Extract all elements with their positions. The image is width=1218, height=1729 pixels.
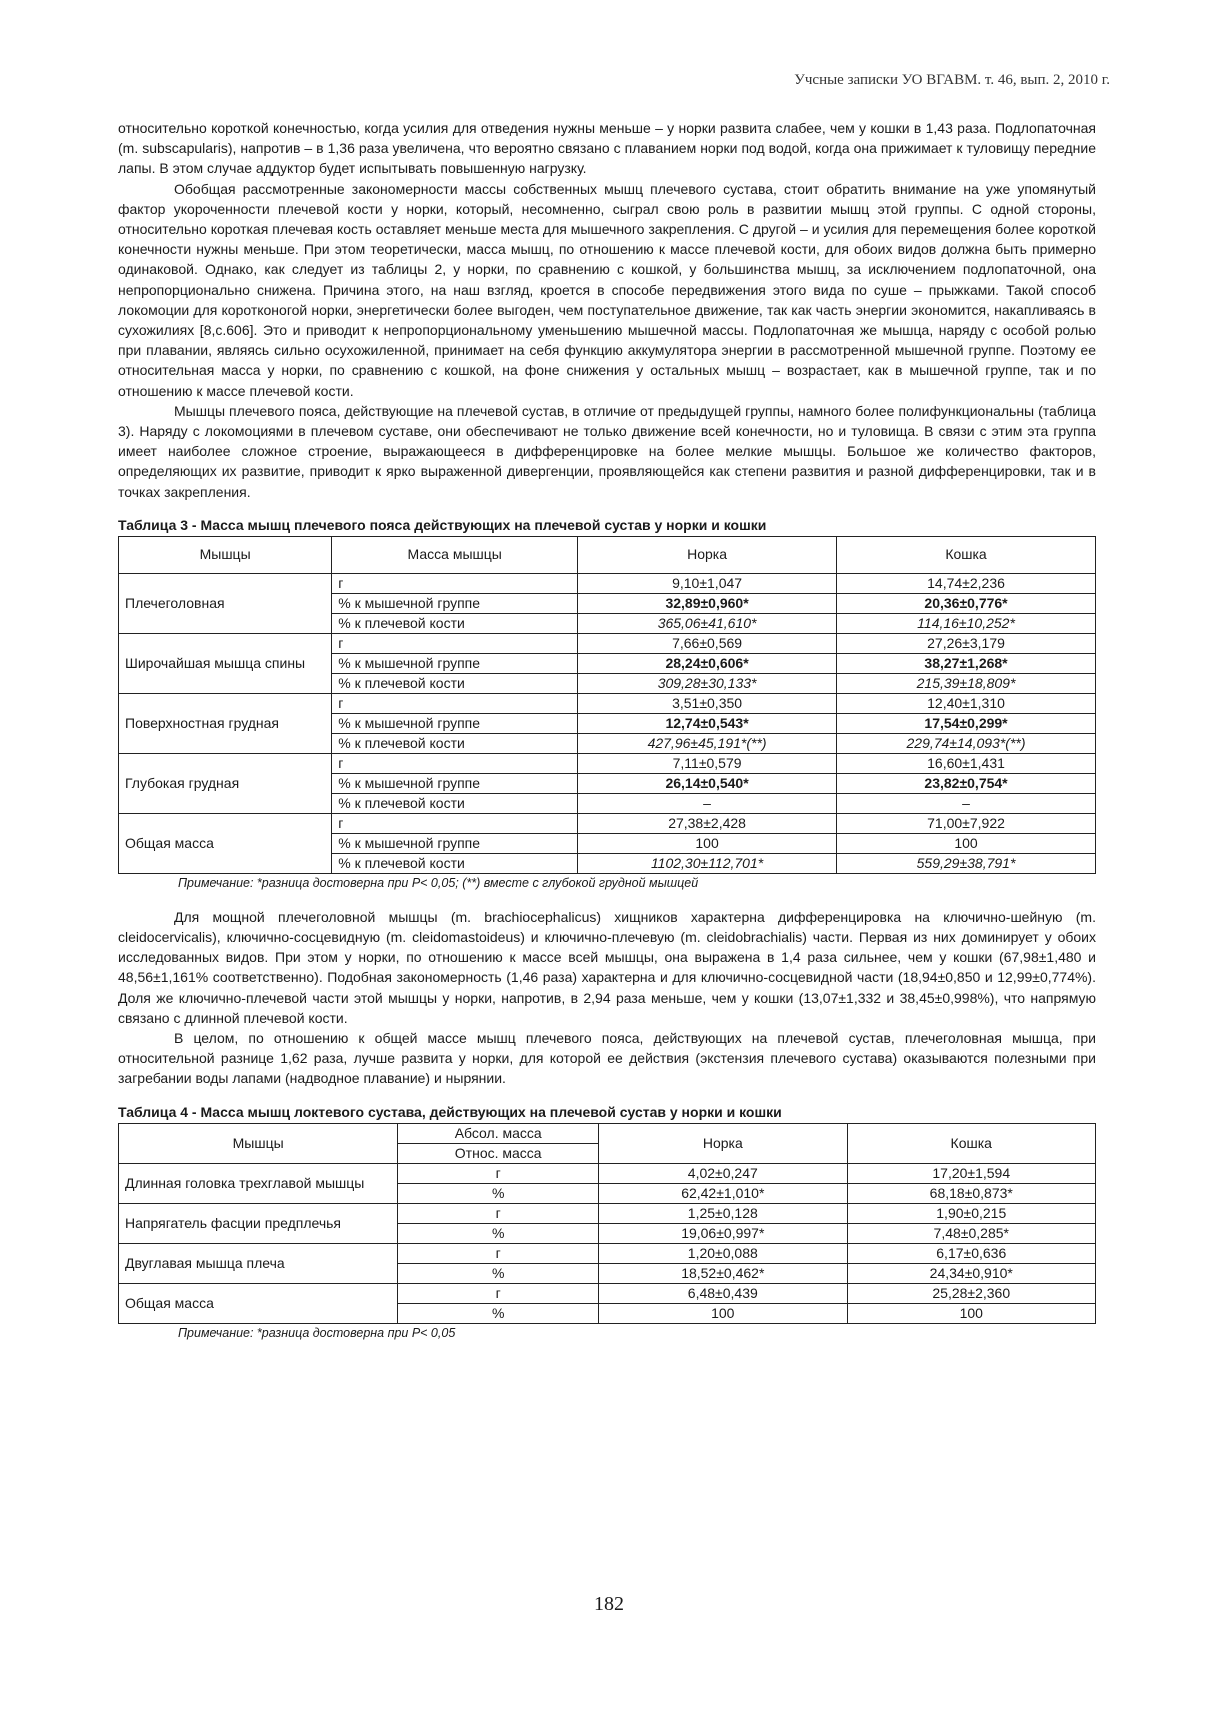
measure-label: % к плечевой кости	[332, 613, 578, 633]
cat-value: 17,20±1,594	[847, 1163, 1095, 1183]
muscle-name: Напрягатель фасции предплечья	[119, 1203, 398, 1243]
mink-value: 309,28±30,133*	[578, 673, 837, 693]
mink-value: 3,51±0,350	[578, 693, 837, 713]
table-row	[119, 753, 1096, 773]
table-row	[119, 573, 1096, 593]
measure-label: % к плечевой кости	[332, 793, 578, 813]
mink-value: 6,48±0,439	[599, 1283, 847, 1303]
table-3-caption: Таблица 3 - Масса мышц плечевого пояса действующих на плечевой сустав у норки и кошки	[118, 516, 767, 533]
running-head: Учсные записки УО ВГАВМ. т. 46, вып. 2, 2010 г.	[794, 72, 1110, 88]
table-row	[119, 1243, 1096, 1263]
paragraph: относительно короткой конечностью, когда усилия для отведения нужны меньше – у норки развита слабее, чем у кошки в 1,43 раза. Подлопаточная (m. subscapularis), напротив – в 1,36 раза увеличена, что вероятно связано с плаванием норки под водой, когда она прижимает к туловищу передние лапы. В этом случае аддуктор будет испытывать повышенную нагрузку.	[118, 120, 1096, 177]
measure-label: %	[398, 1183, 599, 1203]
cat-value: 27,26±3,179	[837, 633, 1096, 653]
measure-label: % к мышечной группе	[332, 653, 578, 673]
table-header: Относ. масса	[398, 1143, 599, 1163]
cat-value: 25,28±2,360	[847, 1283, 1095, 1303]
cat-value: 7,48±0,285*	[847, 1223, 1095, 1243]
cat-value: 20,36±0,776*	[837, 593, 1096, 613]
mink-value: 9,10±1,047	[578, 573, 837, 593]
measure-label: г	[332, 813, 578, 833]
table-row	[119, 813, 1096, 833]
cat-value: 12,40±1,310	[837, 693, 1096, 713]
measure-label: г	[398, 1163, 599, 1183]
mink-value: 1,20±0,088	[599, 1243, 847, 1263]
table-header: Масса мышцы	[332, 536, 578, 573]
mink-value: 7,11±0,579	[578, 753, 837, 773]
table-header: Мышцы	[119, 1123, 398, 1163]
mink-value: 100	[578, 833, 837, 853]
mink-value: 1,25±0,128	[599, 1203, 847, 1223]
mink-value: 12,74±0,543*	[578, 713, 837, 733]
cat-value: 68,18±0,873*	[847, 1183, 1095, 1203]
cat-value: 16,60±1,431	[837, 753, 1096, 773]
measure-label: % к мышечной группе	[332, 713, 578, 733]
paragraph: Для мощной плечеголовной мышцы (m. brachiocephalicus) хищников характерна дифференцировка на ключично-шейную (m. cleidocervicalis), ключично-сосцевидную (m. cleidomastoideus) и ключично-плечевую (m. cleidobrachialis) части. Первая из них доминирует у обоих исследованных видов. При этом у норки, по отношению к массе всей мышцы, она выражена в 1,4 раза сильнее, чем у кошки (67,98±1,480 и 48,56±1,161% соответственно). Подобная закономерность (1,46 раза) характерна и для ключично-сосцевидной части (18,94±0,850 и 12,99±0,774%). Доля же ключично-плечевой части этой мышцы у норки, напротив, в 2,94 раза меньше, чем у кошки (13,07±1,332 и 38,45±0,998%), что напрямую связано с длинной плечевой кости.	[118, 908, 1096, 1026]
table-header: Норка	[578, 536, 837, 573]
measure-label: %	[398, 1303, 599, 1323]
table-row	[119, 1283, 1096, 1303]
paragraph: Обобщая рассмотренные закономерности массы собственных мышц плечевого сустава, стоит обратить внимание на уже упомянутый фактор укороченности плечевой кости у норки, который, несомненно, сыграл свою роль в развитии мышц этой группы. С одной стороны, относительно короткая плечевая кость оставляет меньше места для мышечного закрепления. С другой – и усилия для перемещения более короткой конечности нужны меньше. При этом теоретически, масса мышц, по отношению к массе плечевой кости, для обоих видов должна быть примерно одинаковой. Однако, как следует из таблицы 2, у норки, по сравнению с кошкой, у большинства мышц, за исключением подлопаточной, она непропорционально снижена. Причина этого, на наш взгляд, кроется в способе передвижения этого вида по суше – прыжками. Такой способ локомоции для коротконогой норки, энергетически более выгоден, чем поступательное движение, так как часть энергии экономится, накапливаясь в сухожилиях [8,с.606]. Это и приводит к непропорциональному уменьшению мышечной массы. Подлопаточная же мышца, наряду с особой ролью при плавании, являясь сильно осухожиленной, принимает на себя функцию аккумулятора энергии в рассмотренной мышечной группе. Поэтому ее относительная масса у норки, по сравнению с кошкой, на фоне снижения у остальных мышц – возрастает, как в мышечной группе, так и по отношению к массе плечевой кости.	[118, 180, 1096, 399]
cat-value: 24,34±0,910*	[847, 1263, 1095, 1283]
cat-value: 100	[837, 833, 1096, 853]
cat-value: –	[837, 793, 1096, 813]
cat-value: 14,74±2,236	[837, 573, 1096, 593]
measure-label: г	[398, 1283, 599, 1303]
paragraph: В целом, по отношению к общей массе мышц плечевого пояса, действующих на плечевой сустав, плечеголовная мышца, при относительной разнице 1,62 раза, лучше развита у норки, для которой ее действия (экстензия плечевого сустава) оказываются полезными при загребании воды лапами (надводное плавание) и нырянии.	[118, 1030, 1096, 1087]
muscle-name: Широчайшая мышца спины	[119, 633, 332, 693]
muscle-name: Плечеголовная	[119, 573, 332, 633]
cat-value: 215,39±18,809*	[837, 673, 1096, 693]
measure-label: % к плечевой кости	[332, 853, 578, 873]
mink-value: 28,24±0,606*	[578, 653, 837, 673]
table-4-caption: Таблица 4 - Масса мышц локтевого сустава, действующих на плечевой сустав у норки и кошки	[118, 1103, 782, 1120]
table-header: Кошка	[847, 1123, 1095, 1163]
muscle-name: Глубокая грудная	[119, 753, 332, 813]
muscle-name: Поверхностная грудная	[119, 693, 332, 753]
measure-label: г	[398, 1203, 599, 1223]
table-4-note: Примечание: *разница достоверна при P< 0,05	[178, 1325, 456, 1340]
mink-value: 26,14±0,540*	[578, 773, 837, 793]
page-number: 182	[594, 1593, 624, 1615]
muscle-name: Общая масса	[119, 1283, 398, 1323]
measure-label: %	[398, 1263, 599, 1283]
table-3-note: Примечание: *разница достоверна при P< 0,05; (**) вместе с глубокой грудной мышцей	[178, 875, 699, 890]
measure-label: % к мышечной группе	[332, 593, 578, 613]
cat-value: 100	[847, 1303, 1095, 1323]
cat-value: 114,16±10,252*	[837, 613, 1096, 633]
cat-value: 38,27±1,268*	[837, 653, 1096, 673]
measure-label: % к мышечной группе	[332, 773, 578, 793]
table-row	[119, 693, 1096, 713]
measure-label: %	[398, 1223, 599, 1243]
muscle-name: Длинная головка трехглавой мышцы	[119, 1163, 398, 1203]
mink-value: 100	[599, 1303, 847, 1323]
mink-value: –	[578, 793, 837, 813]
mink-value: 32,89±0,960*	[578, 593, 837, 613]
cat-value: 71,00±7,922	[837, 813, 1096, 833]
mink-value: 427,96±45,191*(**)	[578, 733, 837, 753]
cat-value: 17,54±0,299*	[837, 713, 1096, 733]
cat-value: 559,29±38,791*	[837, 853, 1096, 873]
mink-value: 27,38±2,428	[578, 813, 837, 833]
measure-label: г	[398, 1243, 599, 1263]
mink-value: 19,06±0,997*	[599, 1223, 847, 1243]
measure-label: г	[332, 753, 578, 773]
mink-value: 365,06±41,610*	[578, 613, 837, 633]
mink-value: 4,02±0,247	[599, 1163, 847, 1183]
article-body	[118, 118, 1096, 1341]
table-header: Мышцы	[119, 536, 332, 573]
cat-value: 6,17±0,636	[847, 1243, 1095, 1263]
table-header: Абсол. масса	[398, 1123, 599, 1143]
measure-label: г	[332, 693, 578, 713]
measure-label: % к плечевой кости	[332, 673, 578, 693]
table-row	[119, 1163, 1096, 1183]
cat-value: 229,74±14,093*(**)	[837, 733, 1096, 753]
cat-value: 1,90±0,215	[847, 1203, 1095, 1223]
muscle-name: Двуглавая мышца плеча	[119, 1243, 398, 1283]
cat-value: 23,82±0,754*	[837, 773, 1096, 793]
mink-value: 7,66±0,569	[578, 633, 837, 653]
table-header: Кошка	[837, 536, 1096, 573]
mink-value: 62,42±1,010*	[599, 1183, 847, 1203]
paragraph: Мышцы плечевого пояса, действующие на плечевой сустав, в отличие от предыдущей группы, намного более полифункциональны (таблица 3). Наряду с локомоциями в плечевом суставе, они обеспечивают не только движение всей конечности, но и туловища. В связи с этим эта группа имеет наиболее сложное строение, выражающееся в дифференцировке на более мелкие мышцы. Большое же количество факторов, определяющих их развитие, приводит к ярко выраженной дивергенции, проявляющейся как степени развития и разной дифференцировки, так и в точках закрепления.	[118, 402, 1096, 500]
measure-label: % к мышечной группе	[332, 833, 578, 853]
table-3	[118, 536, 1096, 874]
muscle-name: Общая масса	[119, 813, 332, 873]
table-header: Норка	[599, 1123, 847, 1163]
mink-value: 1102,30±112,701*	[578, 853, 837, 873]
table-4	[118, 1123, 1096, 1324]
measure-label: г	[332, 633, 578, 653]
mink-value: 18,52±0,462*	[599, 1263, 847, 1283]
measure-label: г	[332, 573, 578, 593]
table-row	[119, 1203, 1096, 1223]
table-row	[119, 633, 1096, 653]
measure-label: % к плечевой кости	[332, 733, 578, 753]
